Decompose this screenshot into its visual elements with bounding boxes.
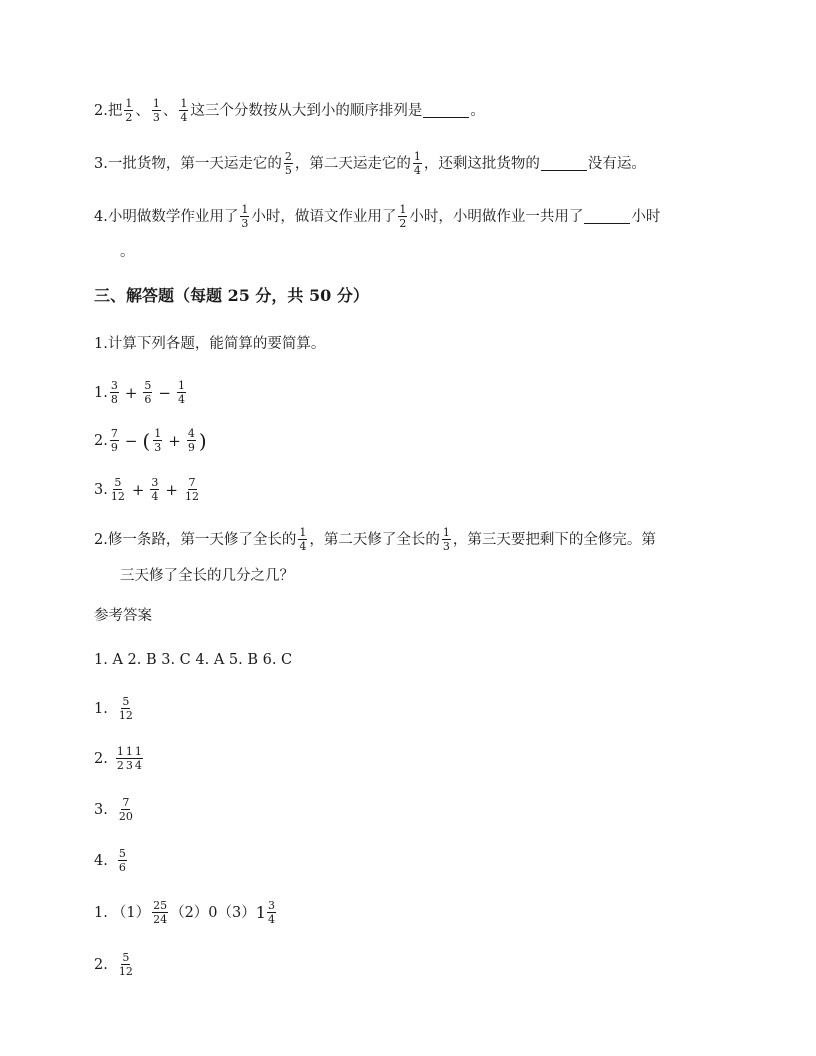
numerator: 1 [154, 427, 162, 440]
answers-title: 参考答案 [94, 608, 152, 624]
denominator: 12 [118, 709, 133, 722]
fraction [153, 428, 162, 453]
expression-number: 3. [94, 481, 108, 498]
numerator: 5 [122, 695, 130, 708]
question-number: 2. [94, 102, 108, 119]
solve-question-2-continuation: 三天修了全长的几分之几？ [120, 568, 294, 584]
fraction [442, 527, 451, 552]
numerator: 5 [122, 951, 130, 964]
answer-blank [541, 156, 587, 171]
numerator: 1 [116, 745, 124, 758]
numerator: 3 [110, 379, 118, 392]
fraction [150, 477, 159, 502]
denominator: 24 [153, 913, 168, 926]
denominator: 2 [125, 111, 133, 124]
fraction [125, 746, 134, 771]
numerator: 7 [110, 427, 118, 440]
denominator: 2 [399, 217, 407, 230]
solve-question-2 [94, 527, 656, 552]
section-title: 三、解答题 [94, 286, 175, 305]
answer-4 [94, 848, 129, 873]
question-number: 1. [94, 336, 108, 352]
denominator: 4 [180, 111, 188, 124]
answer-6 [94, 952, 136, 977]
answer-number: 2. [94, 956, 108, 973]
question-number: 3. [94, 155, 108, 172]
answer-label: （1） [111, 904, 151, 921]
question-text: 把 [107, 102, 123, 119]
fraction [413, 151, 422, 176]
denominator: 5 [284, 164, 292, 177]
question-text: ，第二天修了全长的 [309, 531, 440, 548]
question-number: 4. [94, 208, 108, 225]
expression-1 [94, 380, 188, 405]
fraction [184, 477, 200, 502]
answer-1 [94, 696, 136, 721]
fraction [134, 746, 143, 771]
fraction [124, 98, 133, 123]
expression-2 [94, 428, 208, 453]
denominator: 2 [116, 759, 124, 772]
answer-blank [423, 103, 469, 118]
fraction [177, 380, 186, 405]
expression-3 [94, 477, 202, 502]
fraction [110, 477, 126, 502]
fraction [143, 380, 152, 405]
denominator: 3 [152, 111, 160, 124]
fraction [116, 746, 125, 771]
answer-5 [94, 900, 278, 925]
denominator: 4 [178, 393, 185, 406]
denominator: 9 [110, 441, 118, 454]
denominator: 3 [241, 217, 249, 230]
section-note: （每题 25 分，共 50 分） [174, 286, 369, 305]
answer-number: 2. [94, 750, 108, 767]
question-text: 这三个分数按从大到小的顺序排列是 [190, 102, 423, 119]
question-text: 。 [470, 102, 485, 119]
fraction [152, 900, 168, 925]
numerator: 5 [114, 476, 122, 489]
answer-label: （2）0（3） [170, 904, 256, 921]
left-parenthesis: ( [142, 428, 151, 453]
numerator: 1 [413, 150, 421, 163]
fraction [118, 797, 134, 822]
question-text: 小时，做语文作业用了 [251, 208, 397, 225]
question-text: 小时，小明做作业一共用了 [409, 208, 584, 225]
right-parenthesis: ) [198, 428, 207, 453]
fraction [267, 900, 276, 925]
solve-question-1 [94, 334, 325, 354]
numerator: 5 [118, 847, 126, 860]
fraction [110, 380, 119, 405]
numerator: 1 [399, 203, 407, 216]
answer-3 [94, 797, 136, 822]
answer-2 [94, 746, 143, 771]
separator: 、 [162, 102, 178, 119]
fraction [152, 98, 161, 123]
denominator: 20 [118, 810, 133, 823]
fraction [118, 952, 134, 977]
denominator: 8 [110, 393, 118, 406]
denominator: 3 [442, 540, 450, 553]
question-text: 修一条路，第一天修了全长的 [107, 531, 297, 548]
denominator: 4 [413, 164, 421, 177]
question-text: 计算下列各题，能简算的要简算。 [107, 336, 326, 352]
numerator: 1 [125, 745, 133, 758]
question-text: 一批货物，第一天运走它的 [107, 155, 282, 172]
numerator: 4 [187, 427, 195, 440]
separator: 、 [135, 102, 150, 119]
numerator: 1 [178, 379, 185, 392]
denominator: 12 [110, 490, 125, 503]
operator: + [131, 480, 145, 499]
denominator: 4 [134, 759, 142, 772]
expression-number: 1. [94, 384, 108, 401]
question-text: ，还剩这批货物的 [423, 155, 540, 172]
numerator: 7 [122, 796, 130, 809]
question-text: 小明做数学作业用了 [107, 208, 239, 225]
numerator: 1 [442, 526, 450, 539]
fraction [110, 428, 119, 453]
denominator: 6 [118, 861, 126, 874]
numerator: 7 [188, 476, 196, 489]
operator: + [124, 383, 138, 402]
denominator: 3 [154, 441, 162, 454]
numerator: 3 [267, 899, 275, 912]
question-text: 小时 [631, 208, 661, 225]
fraction [118, 696, 134, 721]
numerator: 2 [284, 150, 292, 163]
question-number: 2. [94, 531, 108, 548]
numerator: 1 [299, 526, 307, 539]
numerator: 1 [134, 745, 142, 758]
operator: − [124, 431, 138, 450]
numerator: 3 [151, 476, 159, 489]
mixed-number-whole: 1 [255, 902, 266, 922]
fraction [298, 527, 307, 552]
denominator: 9 [187, 441, 195, 454]
denominator: 12 [185, 490, 199, 503]
fill-question-4-continuation: 。 [120, 244, 135, 260]
denominator: 12 [118, 965, 133, 978]
answer-blank [584, 209, 630, 224]
fraction [118, 848, 127, 873]
answer-number: 1. [94, 700, 108, 717]
denominator: 4 [151, 490, 159, 503]
numerator: 1 [125, 97, 133, 110]
fraction [284, 151, 293, 176]
denominator: 3 [125, 759, 133, 772]
numerator: 25 [153, 899, 168, 912]
fraction [179, 98, 188, 123]
denominator: 6 [144, 393, 152, 406]
numerator: 1 [241, 203, 249, 216]
numerator: 5 [144, 379, 152, 392]
question-text: ，第三天要把剩下的全修完。第 [452, 531, 656, 548]
question-text: ，第二天运走它的 [294, 155, 411, 172]
denominator: 4 [299, 540, 307, 553]
operator: − [158, 383, 171, 402]
numerator: 1 [180, 97, 188, 110]
fraction [398, 204, 407, 229]
fraction [187, 428, 196, 453]
fill-question-2 [94, 98, 485, 123]
section-heading [94, 286, 369, 306]
question-text: 没有运。 [587, 155, 646, 172]
answer-number: 4. [94, 852, 108, 869]
answer-number: 3. [94, 801, 108, 818]
fill-question-3 [94, 151, 646, 176]
operator: + [165, 480, 178, 499]
numerator: 1 [152, 97, 160, 110]
choice-answers: 1. A 2. B 3. C 4. A 5. B 6. C [94, 652, 293, 668]
fill-question-4 [94, 204, 660, 229]
denominator: 4 [267, 913, 275, 926]
answer-number: 1. [94, 904, 108, 921]
operator: + [168, 431, 181, 450]
expression-number: 2. [94, 432, 108, 449]
fraction [240, 204, 249, 229]
